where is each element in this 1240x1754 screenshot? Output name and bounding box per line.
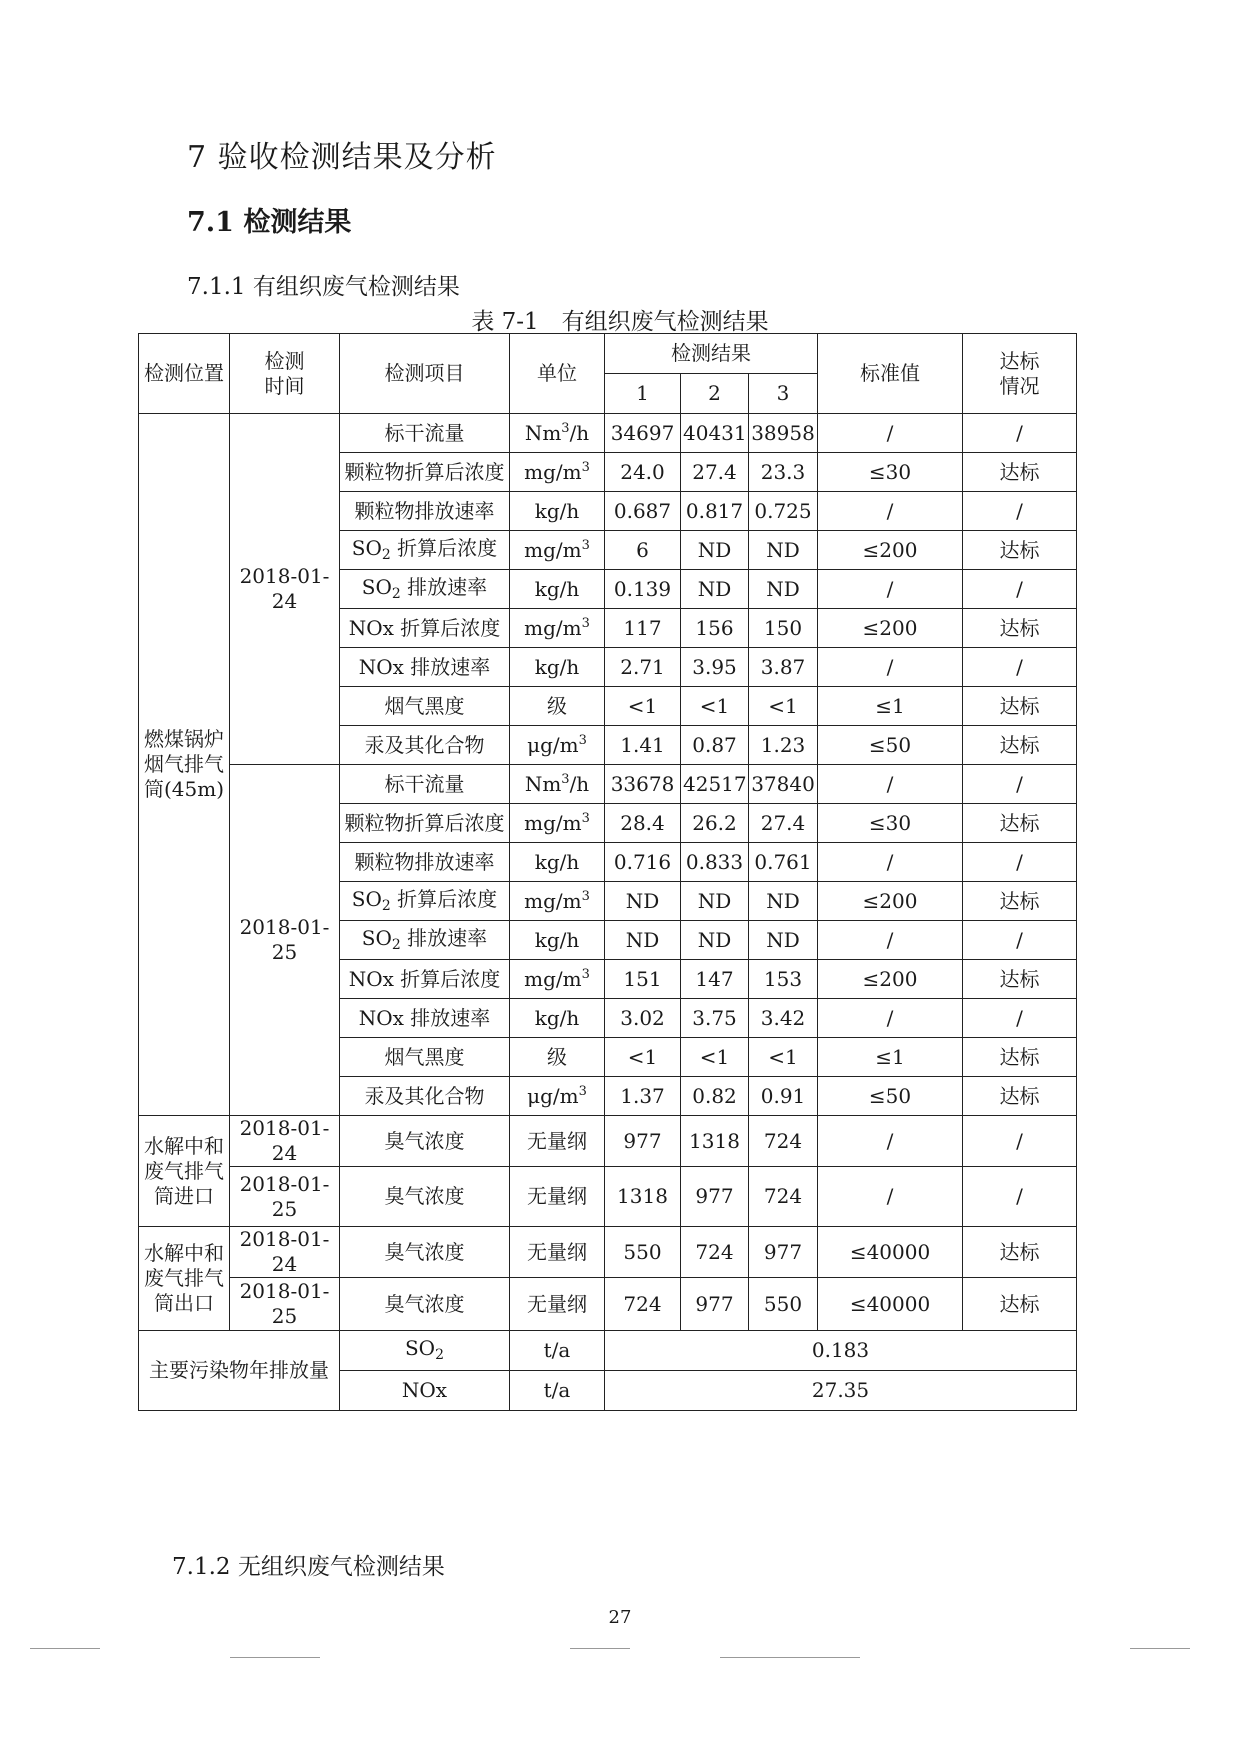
cell-date: 2018-01-24	[230, 1227, 340, 1278]
cell-unit: kg/h	[510, 570, 605, 609]
cell-value: 0.139	[605, 570, 681, 609]
cell-value: 26.2	[681, 804, 749, 843]
cell-value: 156	[681, 609, 749, 648]
header-status: 达标 情况	[963, 334, 1077, 414]
cell-value: 3.75	[681, 999, 749, 1038]
cell-value: 0.817	[681, 492, 749, 531]
cell-value: 724	[749, 1167, 818, 1227]
cell-standard: ≤40000	[818, 1278, 963, 1331]
cell-unit: $mg/m^3$	[510, 804, 605, 843]
cell-value: 1.23	[749, 726, 818, 765]
cell-item: $SO_2$	[340, 1331, 510, 1371]
table-row	[139, 1227, 1077, 1278]
cell-unit: Nm$^3$/h	[510, 414, 605, 453]
cell-value: 0.725	[749, 492, 818, 531]
cell-standard: ≤30	[818, 804, 963, 843]
table-row	[139, 414, 1077, 453]
cell-value: <1	[681, 687, 749, 726]
cell-item: 标干流量	[340, 765, 510, 804]
cell-status: /	[963, 648, 1077, 687]
header-result-1: 1	[605, 374, 681, 414]
cell-value: ND	[681, 531, 749, 570]
cell-value: 1318	[605, 1167, 681, 1227]
cell-unit: $\mu g/m^3$	[510, 726, 605, 765]
cell-value: 3.42	[749, 999, 818, 1038]
cell-value: 0.833	[681, 843, 749, 882]
cell-status: 达标	[963, 687, 1077, 726]
cell-location-boiler: 燃煤锅炉 烟气排气 筒(45m)	[139, 414, 230, 1116]
cell-value: ND	[749, 570, 818, 609]
cell-value: 6	[605, 531, 681, 570]
cell-value: ND	[605, 921, 681, 960]
cell-item: 颗粒物排放速率	[340, 843, 510, 882]
cell-status: 达标	[963, 882, 1077, 921]
cell-item: $SO_2$ 折算后浓度	[340, 531, 510, 570]
cell-status: /	[963, 843, 1077, 882]
cell-date: 2018-01-25	[230, 1278, 340, 1331]
cell-item: NOx	[340, 1371, 510, 1411]
cell-standard: /	[818, 1167, 963, 1227]
cell-unit: t/a	[510, 1331, 605, 1371]
cell-annual-value: 0.183	[605, 1331, 1077, 1371]
table-row	[139, 1331, 1077, 1371]
cell-value: 37840	[749, 765, 818, 804]
cell-unit: 级	[510, 1038, 605, 1077]
cell-item: 臭气浓度	[340, 1167, 510, 1227]
cell-unit: 无量纲	[510, 1227, 605, 1278]
cell-unit: $mg/m^3$	[510, 960, 605, 999]
cell-value: 147	[681, 960, 749, 999]
cell-status: /	[963, 570, 1077, 609]
scan-line	[230, 1657, 320, 1658]
cell-value: <1	[681, 1038, 749, 1077]
cell-value: ND	[749, 531, 818, 570]
cell-item: $SO_2$ 折算后浓度	[340, 882, 510, 921]
section-heading: 7.1 检测结果	[187, 207, 352, 238]
cell-unit: 级	[510, 687, 605, 726]
cell-status: 达标	[963, 1227, 1077, 1278]
cell-item: 烟气黑度	[340, 687, 510, 726]
cell-value: 27.4	[749, 804, 818, 843]
cell-date: 2018-01-25	[230, 1167, 340, 1227]
cell-unit: kg/h	[510, 921, 605, 960]
cell-standard: /	[818, 999, 963, 1038]
cell-value: <1	[749, 687, 818, 726]
cell-unit: $mg/m^3$	[510, 453, 605, 492]
scan-line	[30, 1648, 100, 1649]
cell-annual-value: 27.35	[605, 1371, 1077, 1411]
cell-item: 臭气浓度	[340, 1116, 510, 1167]
cell-standard: /	[818, 414, 963, 453]
cell-unit: $mg/m^3$	[510, 531, 605, 570]
cell-value: 724	[605, 1278, 681, 1331]
cell-status: 达标	[963, 609, 1077, 648]
cell-status: 达标	[963, 726, 1077, 765]
cell-item: 颗粒物排放速率	[340, 492, 510, 531]
cell-value: 724	[681, 1227, 749, 1278]
page-number: 27	[608, 1607, 632, 1628]
cell-unit: kg/h	[510, 492, 605, 531]
cell-value: 40431	[681, 414, 749, 453]
cell-unit: kg/h	[510, 999, 605, 1038]
cell-unit: $mg/m^3$	[510, 609, 605, 648]
cell-unit: Nm$^3$/h	[510, 765, 605, 804]
cell-standard: /	[818, 1116, 963, 1167]
scan-line	[570, 1648, 630, 1649]
cell-standard: ≤1	[818, 687, 963, 726]
cell-item: NOx 折算后浓度	[340, 960, 510, 999]
cell-status: 达标	[963, 453, 1077, 492]
cell-status: 达标	[963, 804, 1077, 843]
header-standard: 标准值	[818, 334, 963, 414]
chapter-heading: 7 验收检测结果及分析	[187, 140, 497, 175]
cell-value: 153	[749, 960, 818, 999]
cell-unit: 无量纲	[510, 1278, 605, 1331]
cell-standard: ≤50	[818, 1077, 963, 1116]
cell-date: 2018-01-24	[230, 414, 340, 765]
cell-unit: 无量纲	[510, 1116, 605, 1167]
cell-item: 汞及其化合物	[340, 1077, 510, 1116]
cell-value: ND	[605, 882, 681, 921]
cell-location-inlet: 水解中和 废气排气 筒进口	[139, 1116, 230, 1227]
cell-item: $SO_2$ 排放速率	[340, 570, 510, 609]
cell-standard: /	[818, 648, 963, 687]
cell-value: 1318	[681, 1116, 749, 1167]
cell-item: 汞及其化合物	[340, 726, 510, 765]
table-row	[139, 765, 1077, 804]
cell-value: 3.02	[605, 999, 681, 1038]
cell-value: 0.687	[605, 492, 681, 531]
cell-item: NOx 折算后浓度	[340, 609, 510, 648]
cell-value: 0.91	[749, 1077, 818, 1116]
cell-item: 烟气黑度	[340, 1038, 510, 1077]
cell-value: 550	[605, 1227, 681, 1278]
table-row	[139, 1116, 1077, 1167]
cell-status: /	[963, 414, 1077, 453]
header-result-2: 2	[681, 374, 749, 414]
cell-standard: ≤1	[818, 1038, 963, 1077]
cell-value: 23.3	[749, 453, 818, 492]
header-result-3: 3	[749, 374, 818, 414]
cell-annual-label: 主要污染物年排放量	[139, 1331, 340, 1411]
cell-unit: kg/h	[510, 648, 605, 687]
cell-item: NOx 排放速率	[340, 999, 510, 1038]
cell-date: 2018-01-24	[230, 1116, 340, 1167]
cell-value: 150	[749, 609, 818, 648]
cell-unit: t/a	[510, 1371, 605, 1411]
cell-value: 1.37	[605, 1077, 681, 1116]
cell-item: 臭气浓度	[340, 1227, 510, 1278]
cell-value: 117	[605, 609, 681, 648]
cell-item: 臭气浓度	[340, 1278, 510, 1331]
cell-value: 0.761	[749, 843, 818, 882]
table-caption: 表 7-1 有组织废气检测结果	[471, 309, 769, 335]
header-unit: 单位	[510, 334, 605, 414]
cell-value: 28.4	[605, 804, 681, 843]
cell-value: ND	[749, 921, 818, 960]
cell-value: 151	[605, 960, 681, 999]
cell-status: /	[963, 999, 1077, 1038]
cell-value: ND	[681, 882, 749, 921]
cell-unit: $mg/m^3$	[510, 882, 605, 921]
cell-status: /	[963, 765, 1077, 804]
cell-value: 977	[681, 1278, 749, 1331]
cell-value: 27.4	[681, 453, 749, 492]
cell-value: 38958	[749, 414, 818, 453]
cell-status: /	[963, 921, 1077, 960]
cell-standard: ≤200	[818, 960, 963, 999]
cell-item: NOx 排放速率	[340, 648, 510, 687]
cell-item: $SO_2$ 排放速率	[340, 921, 510, 960]
cell-standard: /	[818, 765, 963, 804]
cell-standard: /	[818, 570, 963, 609]
cell-value: 2.71	[605, 648, 681, 687]
cell-status: 达标	[963, 1077, 1077, 1116]
cell-standard: ≤30	[818, 453, 963, 492]
cell-status: /	[963, 492, 1077, 531]
cell-value: ND	[681, 921, 749, 960]
cell-standard: ≤40000	[818, 1227, 963, 1278]
cell-value: <1	[749, 1038, 818, 1077]
cell-value: 550	[749, 1278, 818, 1331]
table-row	[139, 1278, 1077, 1331]
cell-location-outlet: 水解中和 废气排气 筒出口	[139, 1227, 230, 1331]
cell-value: ND	[681, 570, 749, 609]
subsection-heading-organized: 7.1.1 有组织废气检测结果	[187, 274, 460, 300]
subsection-heading-unorganized: 7.1.2 无组织废气检测结果	[172, 1554, 445, 1580]
cell-status: 达标	[963, 960, 1077, 999]
cell-standard: ≤200	[818, 882, 963, 921]
cell-unit: kg/h	[510, 843, 605, 882]
cell-value: <1	[605, 1038, 681, 1077]
cell-standard: ≤200	[818, 531, 963, 570]
cell-status: /	[963, 1167, 1077, 1227]
cell-value: 977	[681, 1167, 749, 1227]
cell-value: 977	[749, 1227, 818, 1278]
cell-item: 标干流量	[340, 414, 510, 453]
cell-unit: 无量纲	[510, 1167, 605, 1227]
cell-value: 724	[749, 1116, 818, 1167]
header-item: 检测项目	[340, 334, 510, 414]
cell-item: 颗粒物折算后浓度	[340, 804, 510, 843]
cell-value: 24.0	[605, 453, 681, 492]
organized-exhaust-table	[138, 333, 1077, 1411]
cell-value: 0.82	[681, 1077, 749, 1116]
cell-value: 3.87	[749, 648, 818, 687]
cell-item: 颗粒物折算后浓度	[340, 453, 510, 492]
cell-standard: ≤200	[818, 609, 963, 648]
cell-standard: /	[818, 921, 963, 960]
cell-value: 0.87	[681, 726, 749, 765]
cell-value: 33678	[605, 765, 681, 804]
cell-value: 3.95	[681, 648, 749, 687]
cell-value: 0.716	[605, 843, 681, 882]
scan-line	[1130, 1648, 1190, 1649]
cell-status: 达标	[963, 1278, 1077, 1331]
cell-status: 达标	[963, 1038, 1077, 1077]
cell-status: /	[963, 1116, 1077, 1167]
header-position: 检测位置	[139, 334, 230, 414]
cell-value: 977	[605, 1116, 681, 1167]
table-row	[139, 1167, 1077, 1227]
cell-value: 42517	[681, 765, 749, 804]
cell-value: ND	[749, 882, 818, 921]
header-time: 检测 时间	[230, 334, 340, 414]
table-body	[139, 334, 1077, 1411]
cell-standard: /	[818, 843, 963, 882]
cell-date: 2018-01-25	[230, 765, 340, 1116]
cell-value: 34697	[605, 414, 681, 453]
scan-line	[720, 1657, 860, 1658]
cell-status: 达标	[963, 531, 1077, 570]
cell-standard: ≤50	[818, 726, 963, 765]
cell-unit: $\mu g/m^3$	[510, 1077, 605, 1116]
cell-value: 1.41	[605, 726, 681, 765]
cell-standard: /	[818, 492, 963, 531]
cell-value: <1	[605, 687, 681, 726]
header-results: 检测结果	[605, 334, 818, 374]
